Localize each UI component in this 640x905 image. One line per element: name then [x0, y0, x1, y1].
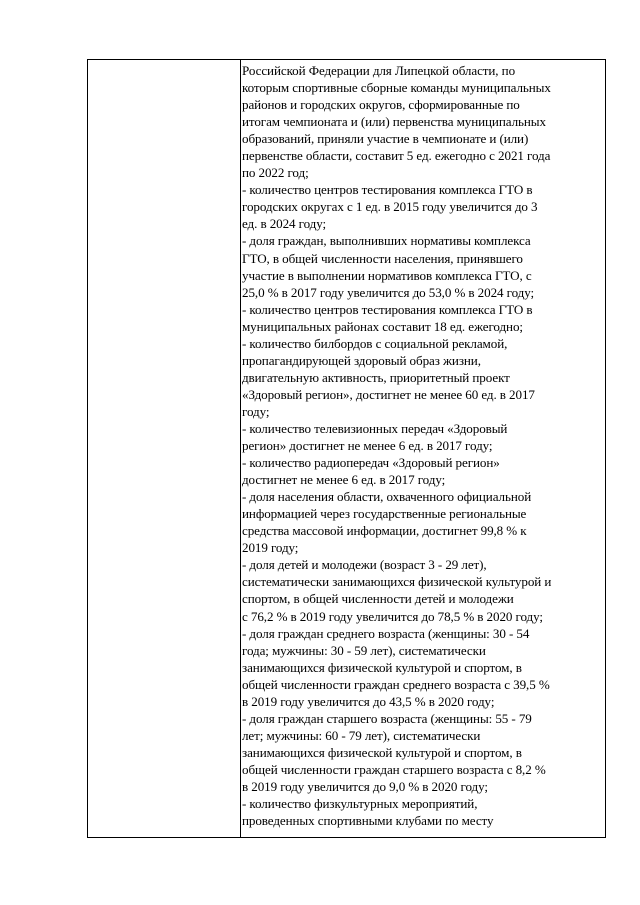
text-line: - доля граждан старшего возраста (женщины: 55 - 79 — [242, 710, 532, 726]
text-line: - количество билбордов с социальной рекламой, — [242, 335, 508, 351]
text-line: итогам чемпионата и (или) первенства муниципальных — [242, 114, 546, 130]
text-line: 25,0 % в 2017 году увеличится до 53,0 % в 2024 году; — [242, 284, 535, 300]
text-line: - количество физкультурных мероприятий, — [242, 796, 478, 812]
text-line: достигнет не менее 6 ед. в 2017 году; — [242, 472, 446, 488]
text-line: двигательную активность, приоритетный проект — [242, 369, 510, 385]
text-line: первенстве области, составит 5 ед. ежегодно с 2021 года — [242, 148, 551, 164]
text-line: городских округах с 1 ед. в 2015 году увеличится до 3 — [242, 199, 538, 215]
text-line: в 2019 году увеличится до 9,0 % в 2020 году; — [242, 778, 488, 794]
text-line: 2019 году; — [242, 540, 299, 556]
text-line: года; мужчины: 30 - 59 лет), систематически — [242, 642, 486, 658]
text-line: году; — [242, 403, 270, 419]
text-line: - доля детей и молодежи (возраст 3 - 29 лет), — [242, 557, 487, 573]
text-line: общей численности граждан среднего возраста с 39,5 % — [242, 676, 550, 692]
text-line: по 2022 год; — [242, 165, 309, 181]
text-line: проведенных спортивными клубами по месту — [242, 813, 494, 829]
text-line: - количество центров тестирования комплекса ГТО в — [242, 182, 533, 198]
text-line: муниципальных районах составит 18 ед. ежегодно; — [242, 318, 523, 334]
text-line: «Здоровый регион», достигнет не менее 60 ед. в 2017 — [242, 386, 535, 402]
text-line: средства массовой информации, достигнет 99,8 % к — [242, 523, 527, 539]
text-line: - количество телевизионных передач «Здоровый — [242, 420, 508, 436]
document-table — [87, 59, 606, 838]
text-line: пропагандирующей здоровый образ жизни, — [242, 352, 481, 368]
text-line: занимающихся физической культурой и спортом, в — [242, 744, 522, 760]
text-line: - доля граждан среднего возраста (женщины: 30 - 54 — [242, 625, 530, 641]
text-line: систематически занимающихся физической культурой и — [242, 574, 552, 590]
text-line: лет; мужчины: 60 - 79 лет), систематически — [242, 727, 481, 743]
text-line: - доля граждан, выполнивших нормативы комплекса — [242, 233, 531, 249]
column-divider — [240, 60, 241, 837]
text-line: - количество радиопередач «Здоровый регион» — [242, 455, 500, 471]
text-line: общей численности граждан старшего возраста с 8,2 % — [242, 761, 546, 777]
text-line: информацией через государственные региональные — [242, 506, 527, 522]
text-line: - доля населения области, охваченного официальной — [242, 489, 532, 505]
text-line: ед. в 2024 году; — [242, 216, 327, 232]
text-line: которым спортивные сборные команды муниципальных — [242, 80, 551, 96]
text-line: спортом, в общей численности детей и молодежи — [242, 591, 514, 607]
table-left-cell — [88, 60, 240, 837]
text-line: участие в выполнении нормативов комплекса ГТО, с — [242, 267, 532, 283]
table-right-cell — [242, 62, 604, 836]
text-line: с 76,2 % в 2019 году увеличится до 78,5 % в 2020 году; — [242, 608, 543, 624]
text-line: регион» достигнет не менее 6 ед. в 2017 году; — [242, 438, 493, 454]
text-line: ГТО, в общей численности населения, принявшего — [242, 250, 523, 266]
text-line: Российской Федерации для Липецкой области, по — [242, 63, 516, 78]
text-line: образований, приняли участие в чемпионате и (или) — [242, 131, 529, 147]
text-line: районов и городских округов, сформированные по — [242, 97, 520, 113]
text-line: в 2019 году увеличится до 43,5 % в 2020 году; — [242, 693, 495, 709]
text-line: занимающихся физической культурой и спортом, в — [242, 659, 522, 675]
text-line: - количество центров тестирования комплекса ГТО в — [242, 301, 533, 317]
